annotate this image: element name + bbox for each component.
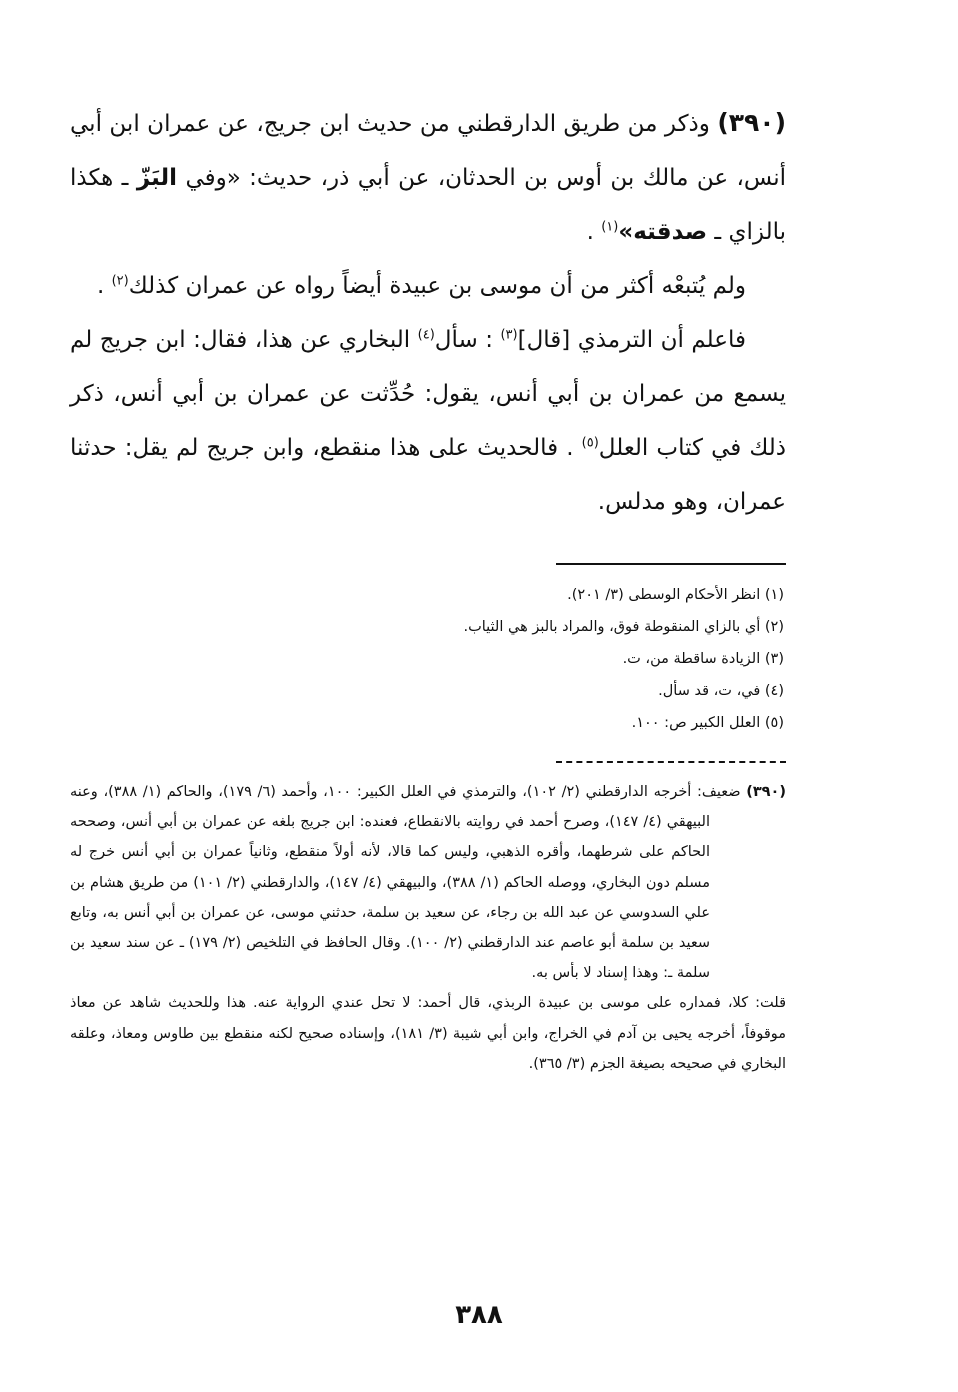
paragraph-text: البخاري عن هذا، فقال: ابن جريج لم يسمع من عمران بن أبي أنس، يقول: حُدِّثت عن عمران بن أبي أنس، ذكر ذلك في كتاب العلل — [70, 327, 787, 461]
takhrij-notes — [70, 777, 786, 1079]
bold-word: صدقته» — [618, 219, 708, 245]
takhrij-paragraph — [70, 777, 786, 988]
paragraph-text: . — [96, 273, 112, 299]
footnote-5: (٥) العلل الكبير ص: ١٠٠. — [631, 715, 784, 731]
paragraph-text: ولم يُتبعْه أكثر من أن موسى بن عبيدة أيضاً رواه عن عمران كذلك — [128, 273, 746, 299]
footnote-3: (٣) الزيادة ساقطة من، ت. — [622, 651, 784, 667]
footnote-ref[interactable]: (١) — [601, 219, 619, 235]
footnote-2: (٢) أي بالزاي المنقوطة فوق، والمراد بالبز هي الثياب. — [463, 619, 784, 635]
footnotes — [70, 579, 786, 739]
paragraph-text: . فالحديث على هذا منقطع، وابن جريج لم يقل: حدثنا عمران، وهو مدلس. — [70, 435, 786, 515]
paragraph-2 — [70, 259, 786, 313]
footnote-divider — [556, 563, 786, 565]
footnote-ref[interactable]: (٥) — [581, 435, 599, 451]
footnote-ref[interactable]: (٢) — [111, 273, 129, 289]
paragraph-text: وذكر من طريق الدارقطني من حديث ابن جريج، عن عمران ابن أبي أنس، عن مالك بن أوس بن الحدثان، عن أبي ذر، حديث: «وفي — [70, 111, 787, 191]
paragraph-text: . — [586, 219, 602, 245]
footnote-4: (٤) في، ت، قد سأل. — [658, 683, 784, 699]
hadith-number: (٣٩٠) — [717, 108, 786, 137]
paragraph-text: : سأل — [434, 327, 501, 353]
footnote-ref[interactable]: (٣) — [500, 327, 518, 343]
page-body — [70, 96, 786, 1356]
paragraph-390 — [70, 96, 786, 259]
footnote-1: (١) انظر الأحكام الوسطى (٣/ ٢٠١). — [567, 587, 784, 603]
takhrij-number: (٣٩٠) — [746, 784, 787, 800]
paragraph-3 — [70, 313, 786, 529]
page-number: ٣٨٨ — [455, 1300, 503, 1330]
footnote-ref[interactable]: (٤) — [417, 327, 435, 343]
paragraph-text: ـ هكذا بالزاي ـ — [70, 165, 786, 245]
paragraph-text: فاعلم أن الترمذي [قال] — [517, 327, 746, 353]
main-text — [70, 96, 786, 529]
bold-word: البَزّ — [136, 165, 178, 191]
takhrij-paragraph-2: قلت: كلا، فمداره على موسى بن عبيدة الربذي، قال أحمد: لا تحل عندي الرواية عنه. هذا وللحديث شاهد عن معاذ موقوفاً، أخرجه يحيى بن آدم في الخراج، وابن أبي شيبة (٣/ ١٨١)، وإسناده صحيح لكنه منقطع بين طاوس ومعاذ، وعلقه البخاري في صحيحه بصيغة الجزم (٣/ ٣٦٥). — [70, 995, 787, 1072]
takhrij-text: ضعيف: أخرجه الدارقطني (٢/ ١٠٢)، والترمذي في العلل الكبير: ١٠٠، وأحمد (٦/ ١٧٩)، والحاكم (١/ ٣٨٨)، وعنه البيهقي (٤/ ١٤٧)، وصرح أحمد في روايته بالانقطاع، فعنده: ابن جريج بلغه عن عمران بن أبي أنس، وصححه الحاكم على شرطهما، وأقره الذهبي، وليس كما قالا، لأنه أولاً منقطع، وثانياً عمران بن أبي أنس خرج له مسلم دون البخاري، ووصله الحاكم (١/ ٣٨٨)، والبيهقي (٤/ ١٤٧)، والدارقطني (٢/ ١٠١) من طريق هشام بن علي السدوسي عن عبد الله بن رجاء، عن سعيد بن سلمة، حدثني موسى، عن عمران بن أبي أنس به، وتابع سعيد بن سلمة أبو عاصم عند الدارقطني (٢/ ١٠٠). وقال الحافظ في التلخيص (٢/ ١٧٩) ـ عن سند سعيد بن سلمة ـ: وهذا إسناد لا بأس به. — [70, 784, 747, 982]
tahqiq-divider — [556, 761, 786, 763]
